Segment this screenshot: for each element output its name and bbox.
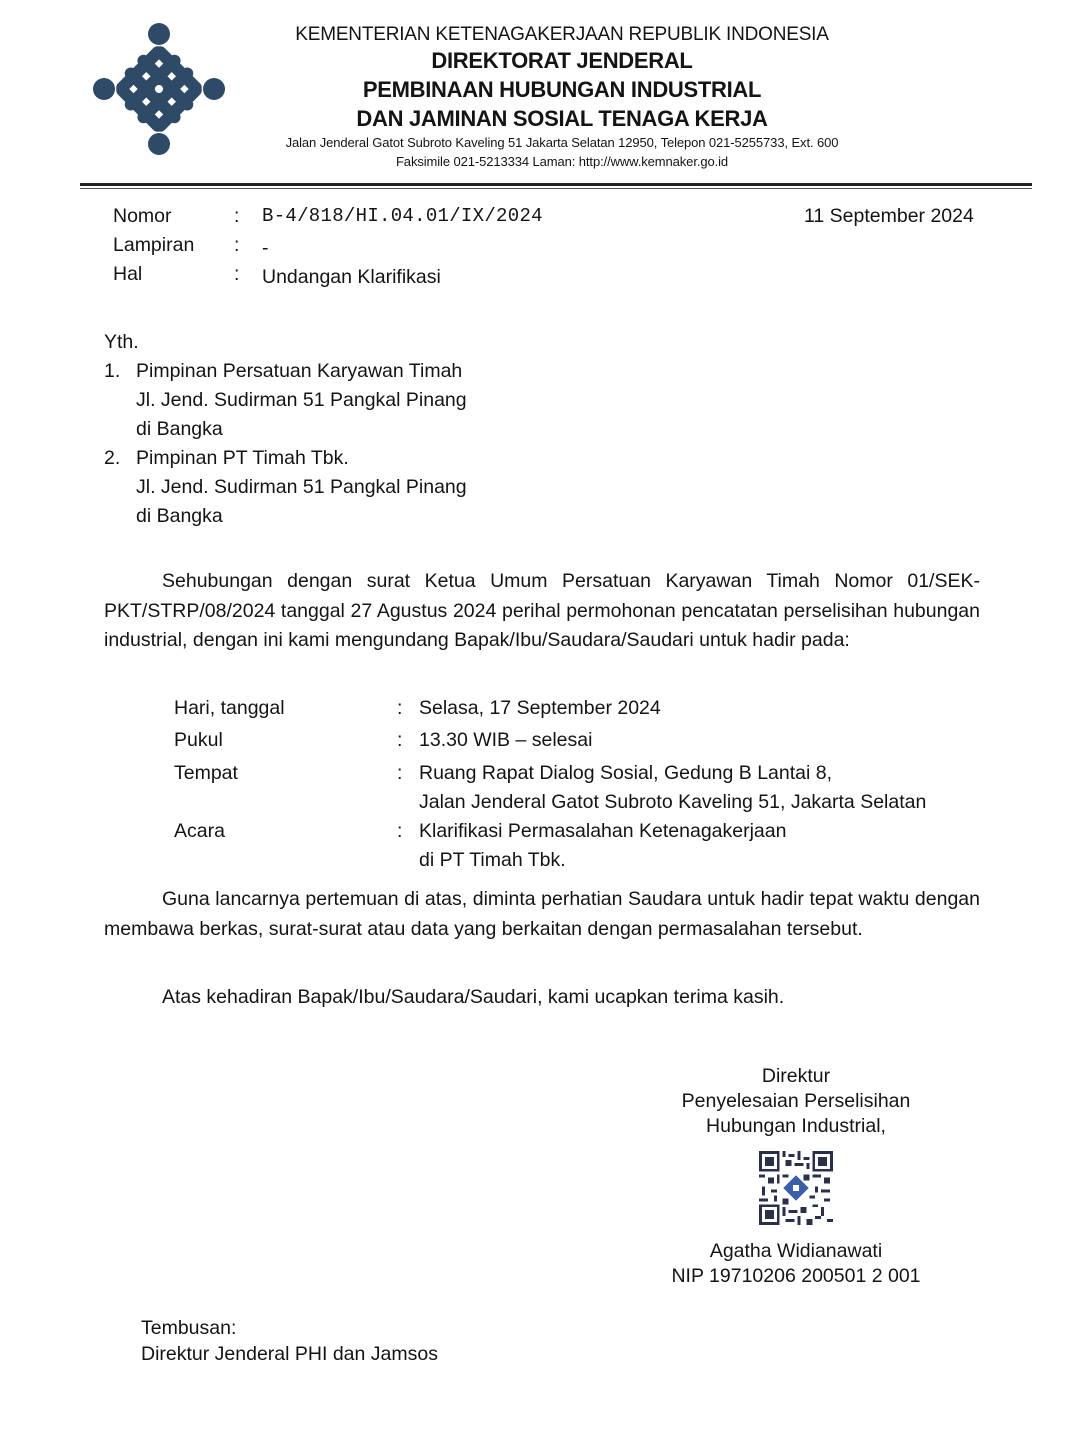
nomor-label: Nomor — [113, 205, 172, 227]
signatory-title-2: Penyelesaian Perselisihan — [681, 1090, 911, 1112]
schedule-colon: : — [397, 820, 403, 842]
directorate-line-2: PEMBINAAN HUBUNGAN INDUSTRIAL — [362, 77, 762, 102]
schedule-value-place-line2: Jalan Jenderal Gatot Subroto Kaveling 51, Jakarta Selatan — [419, 791, 927, 813]
nomor-value: B-4/818/HI.04.01/IX/2024 — [262, 205, 543, 227]
recipient-city: di Bangka — [136, 418, 223, 440]
recipient-address: Jl. Jend. Sudirman 51 Pangkal Pinang — [136, 389, 467, 411]
schedule-colon: : — [397, 729, 403, 751]
recipient-number: 2. — [104, 447, 121, 469]
hal-value: Undangan Klarifikasi — [262, 266, 441, 288]
nomor-colon: : — [234, 205, 240, 227]
schedule-label-date: Hari, tanggal — [174, 697, 285, 719]
signatory-name: Agatha Widianawati — [709, 1240, 883, 1262]
schedule-value-agenda-line1: Klarifikasi Permasalahan Ketenagakerjaan — [419, 820, 787, 842]
lampiran-value: - — [262, 237, 269, 259]
signatory-title-3: Hubungan Industrial, — [706, 1115, 886, 1137]
cc-label: Tembusan: — [141, 1317, 237, 1339]
cc-item: Direktur Jenderal PHI dan Jamsos — [141, 1343, 438, 1365]
letterhead-divider — [80, 183, 1032, 186]
schedule-value-time: 13.30 WIB – selesai — [419, 729, 593, 751]
signatory-nip: NIP 19710206 200501 2 001 — [671, 1265, 921, 1287]
directorate-line-1: DIREKTORAT JENDERAL — [431, 48, 693, 73]
schedule-colon: : — [397, 762, 403, 784]
lampiran-colon: : — [234, 234, 240, 256]
schedule-label-time: Pukul — [174, 729, 223, 751]
opening-paragraph: Sehubungan dengan surat Ketua Umum Persatuan Karyawan Timah Nomor 01/SEK-PKT/STRP/08/2024 tanggal 27 Agustus 2024 perihal permohonan pencatatan perselisihan hubungan industrial, dengan ini kami mengundang Bapak/Ibu/Saudara/Saudari untuk hadir pada: — [104, 570, 980, 651]
qr-code-signature — [759, 1151, 833, 1225]
schedule-label-place: Tempat — [174, 762, 238, 784]
letterhead-address: Jalan Jenderal Gatot Subroto Kaveling 51 Jakarta Selatan 12950, Telepon 021-5255733, Ext. 600 — [285, 135, 839, 150]
schedule-value-date: Selasa, 17 September 2024 — [419, 697, 661, 719]
ministry-name: KEMENTERIAN KETENAGAKERJAAN REPUBLIK INDONESIA — [295, 24, 829, 45]
closing-paragraph: Guna lancarnya pertemuan di atas, diminta perhatian Saudara untuk hadir tepat waktu dengan membawa berkas, surat-surat atau data yang berkaitan dengan permasalahan tersebut. — [104, 888, 980, 940]
letterhead-divider-thin — [80, 188, 1032, 189]
recipient-name: Pimpinan Persatuan Karyawan Timah — [136, 360, 463, 382]
schedule-label-agenda: Acara — [174, 820, 225, 842]
directorate-line-3: DAN JAMINAN SOSIAL TENAGA KERJA — [356, 106, 768, 131]
schedule-value-agenda-line2: di PT Timah Tbk. — [419, 849, 566, 871]
schedule-colon: : — [397, 697, 403, 719]
letterhead-contact: Faksimile 021-5213334 Laman: http://www.kemnaker.go.id — [395, 154, 729, 169]
lampiran-label: Lampiran — [113, 234, 195, 256]
hal-label: Hal — [113, 263, 143, 285]
schedule-value-place-line1: Ruang Rapat Dialog Sosial, Gedung B Lantai 8, — [419, 762, 833, 784]
recipient-city: di Bangka — [136, 505, 223, 527]
recipient-address: Jl. Jend. Sudirman 51 Pangkal Pinang — [136, 476, 467, 498]
recipient-number: 1. — [104, 360, 121, 382]
signatory-title-1: Direktur — [761, 1065, 831, 1087]
yth-label: Yth. — [104, 331, 139, 353]
letter-date: 11 September 2024 — [804, 205, 974, 227]
thanks-paragraph: Atas kehadiran Bapak/Ibu/Saudara/Saudari, kami ucapkan terima kasih. — [162, 986, 785, 1008]
recipient-name: Pimpinan PT Timah Tbk. — [136, 447, 349, 469]
hal-colon: : — [234, 263, 240, 285]
